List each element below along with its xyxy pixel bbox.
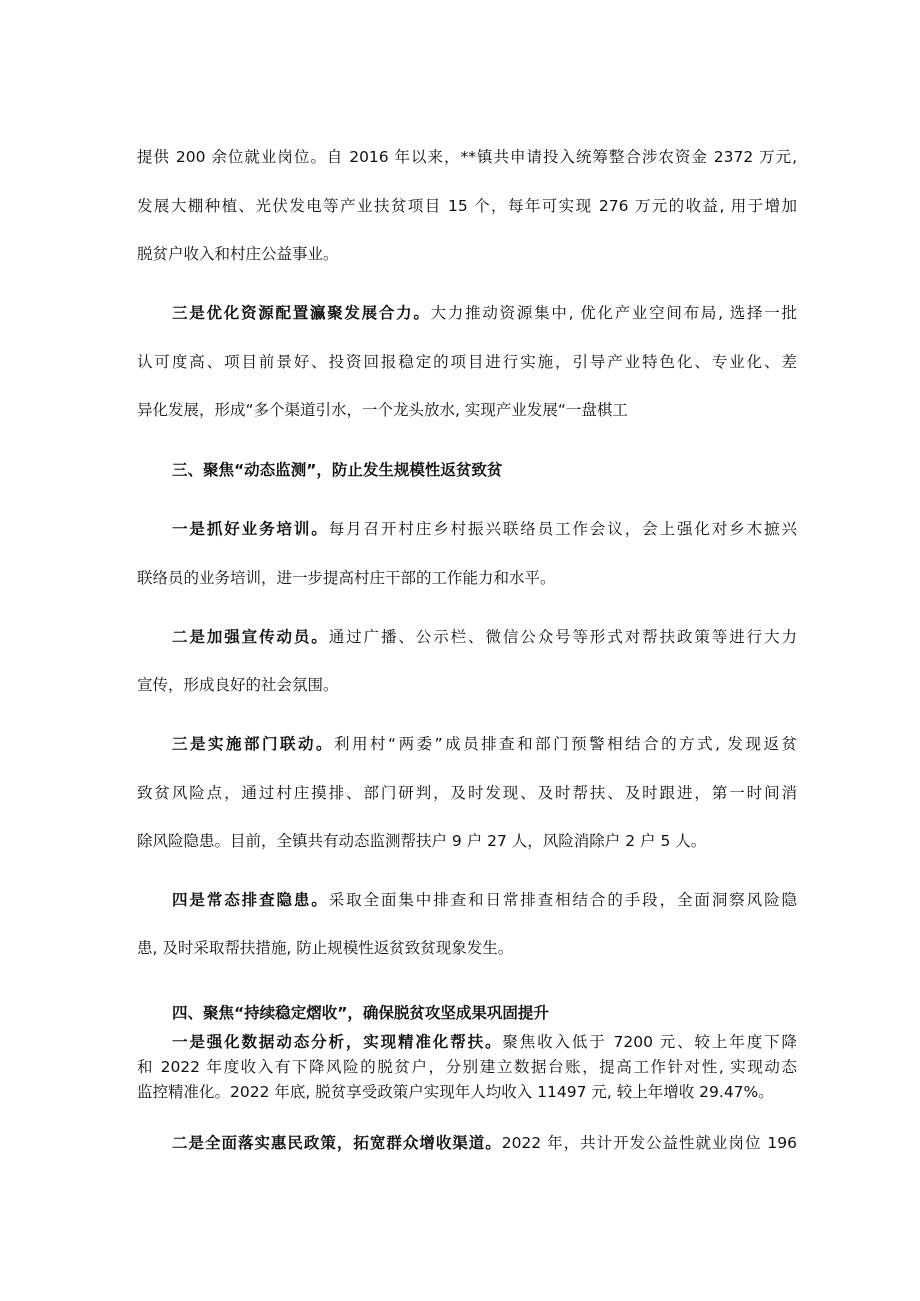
text-line: 宣传，形成良好的社会氛围。 [137,676,339,694]
text-line [172,626,797,648]
section-heading: 四、聚焦“持续稳定熠收”，确保脱贫攻坚成果巩固提升 [172,1004,549,1022]
text-run: 采取全面集中排查和日常排查相结合的手段，全面洞察风险隐 [328,891,797,909]
text-line [172,518,797,540]
text-run: 通过广播、公示栏、微信公众号等形式对帮扶政策等进行大力 [328,628,797,646]
text-line: 异化发展，形成“多个渠道引水，一个龙头放水, 实现产业发展“一盘棋工 [137,401,628,419]
text-line [172,302,797,324]
paragraph-lead: 四是常态排查隐患。 [172,891,329,909]
section-heading: 三、聚焦“动态监测”，防止发生规模性返贫致贫 [172,461,503,479]
paragraph-lead: 一是抓好业务培训。 [172,520,329,538]
text-line [172,889,797,911]
paragraph-lead: 二是加强宣传动员。 [172,628,329,646]
text-run: 利用村“两委”成员排查和部门预警相结合的方式, 发现返贫 [334,735,797,753]
paragraph-lead: 三是实施部门联动。 [172,735,335,753]
text-line [172,733,797,755]
text-line: 监控精准化。2022 年底, 脱贫享受政策户实现年人均收入 11497 元, 较上年增收 29.47%。 [137,1083,774,1101]
text-line: 和 2022 年度收入有下降风险的脱贫户，分别建立数据台账，提高工作针对性, 实现动态 [137,1058,797,1076]
text-line: 除风险隐患。目前，全镇共有动态监测帮扶户 9 户 27 人，风险消除户 2 户 5 人。 [137,832,707,850]
text-line [172,1132,797,1154]
text-run: 2022 年，共计开发公益性就业岗位 196 [501,1134,797,1152]
paragraph-lead: 一是强化数据动态分析，实现精准化帮扶。 [172,1033,503,1051]
text-line: 发展大棚种植、光伏发电等产业扶贫项目 15 个，每年可实现 276 万元的收益, 用于增加 [137,197,797,215]
text-line: 联络员的业务培训，进一步提高村庄干部的工作能力和水平。 [137,569,556,587]
text-line: 患, 及时采取帮扶措施, 防止规模性返贫致贫现象发生。 [137,939,514,957]
paragraph-lead: 二是全面落实惠民政策，拓宽群众增收渠道。 [172,1134,502,1152]
text-line: 提供 200 余位就业岗位。自 2016 年以来，**镇共申请投入统筹整合涉农资金 2372 万元, [137,148,797,166]
text-run: 每月召开村庄乡村振兴联络员工作会议，会上强化对乡木摭兴 [328,520,797,538]
text-line: 脱贫户收入和村庄公益事业。 [137,245,339,263]
text-line [172,1031,797,1053]
text-line: 致贫风险点，通过村庄摸排、部门研判，及时发现、及时帮扶、及时跟进，第一时间消 [137,784,797,802]
text-run: 聚焦收入低于 7200 元、较上年度下降 [502,1033,797,1051]
text-run: 大力推动资源集中, 优化产业空间布局, 选择一批 [430,304,797,322]
text-line: 认可度高、项目前景好、投资回报稳定的项目进行实施，引导产业特色化、专业化、差 [137,353,797,371]
paragraph-lead: 三是优化资源配置瀛聚发展合力。 [172,304,431,322]
